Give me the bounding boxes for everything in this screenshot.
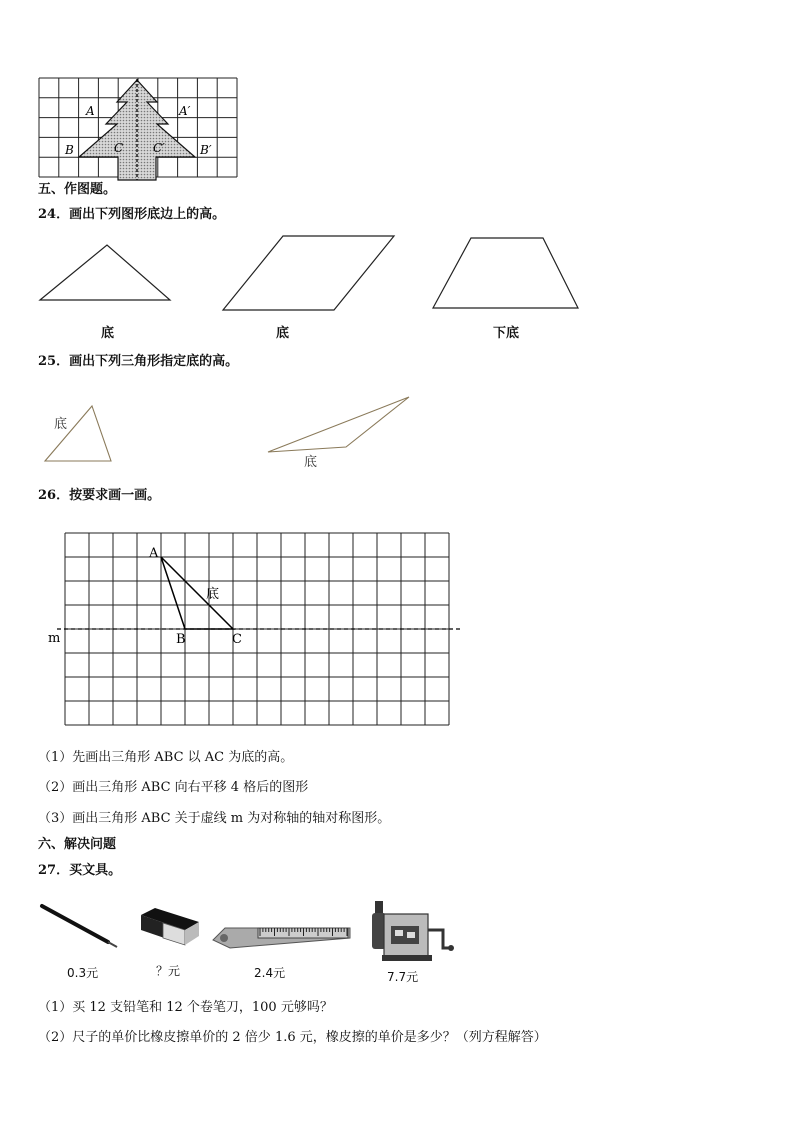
q26-grid-figure [45, 530, 465, 730]
q27-sub-2: （2）尺子的单价比橡皮擦单价的 2 倍少 1.6 元，橡皮擦的单价是多少？（列方程解答） [38, 1030, 547, 1045]
q25-shapes [40, 392, 420, 472]
q26-sub-2: （2）画出三角形 ABC 向右平移 4 格后的图形 [38, 780, 309, 795]
q24-parallelogram [223, 236, 394, 310]
ruler-icon [210, 920, 355, 952]
q24-shapes [35, 230, 595, 315]
price-sharpener: 7.7元 [387, 970, 419, 984]
label-b: B [176, 632, 186, 647]
q27-sub-1: （1）买 12 支铅笔和 12 个卷笔刀，100 元够吗？ [38, 1000, 333, 1015]
q25-text: 25．画出下列三角形指定底的高。 [38, 354, 239, 369]
point-c-prime: C′ [153, 141, 165, 155]
pencil-icon [38, 902, 120, 950]
q26-text: 26．按要求画一画。 [38, 488, 161, 503]
q25-label-1: 底 [54, 417, 68, 432]
q26-sub-1: （1）先画出三角形 ABC 以 AC 为底的高。 [38, 750, 294, 765]
q24-label-parallelogram: 底 [276, 326, 290, 341]
q24-label-trapezoid: 下底 [493, 326, 520, 341]
q25-triangle-2 [268, 397, 409, 452]
label-m: m [48, 631, 61, 646]
section6-title: 六、解决问题 [38, 837, 117, 852]
q24-trapezoid [433, 238, 578, 308]
label-base: 底 [206, 587, 220, 602]
pencil-sharpener-icon [367, 898, 457, 966]
point-b-prime: B′ [200, 143, 212, 157]
q25-triangle-1 [45, 406, 111, 461]
triangle-abc [161, 557, 233, 629]
q26-sub-3: （3）画出三角形 ABC 关于虚线 m 为对称轴的轴对称图形。 [38, 811, 391, 826]
tree-grid-figure [38, 77, 240, 181]
price-ruler: 2.4元 [254, 966, 286, 980]
point-a-prime: A′ [179, 104, 191, 118]
q24-triangle [40, 245, 170, 300]
price-eraser: ？元 [156, 964, 181, 978]
eraser-icon [133, 905, 203, 950]
point-b: B [65, 143, 74, 157]
point-a: A [86, 104, 95, 118]
price-pencil: 0.3元 [67, 966, 99, 980]
q24-text: 24．画出下列图形底边上的高。 [38, 207, 226, 222]
q25-label-2: 底 [304, 455, 318, 470]
q24-label-triangle: 底 [101, 326, 115, 341]
q27-text: 27．买文具。 [38, 863, 122, 878]
point-c: C [114, 141, 124, 155]
label-a: A [149, 546, 159, 561]
label-c: C [232, 632, 242, 647]
section5-title: 五、作图题。 [38, 182, 117, 197]
